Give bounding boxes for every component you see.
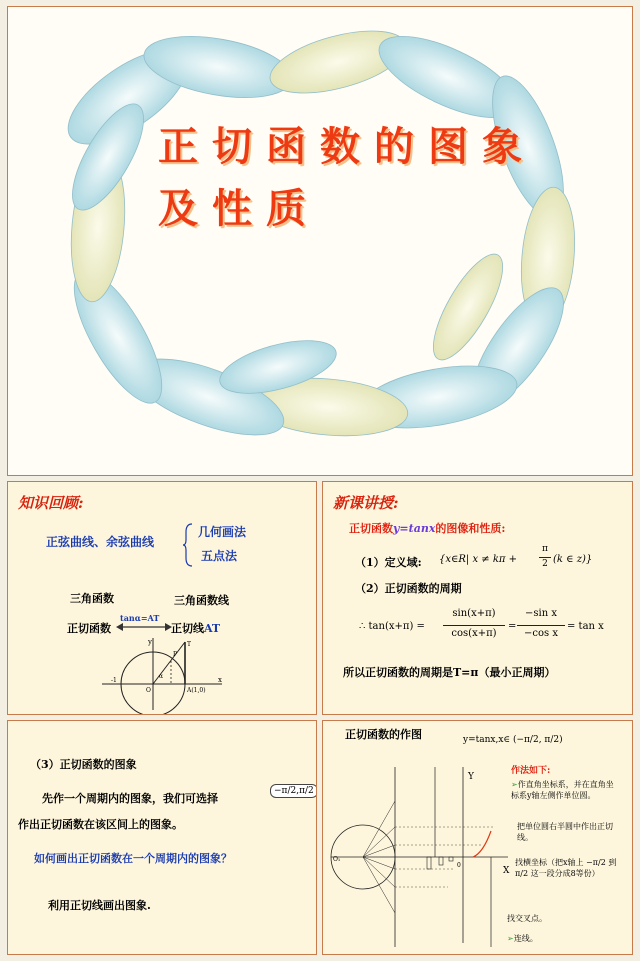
leaf-frame-illustration [8, 7, 633, 476]
fig-neg1-label: -1 [111, 677, 117, 684]
tan-graph-figure [323, 761, 513, 951]
title-line-1: 正切函数的图象 [158, 123, 536, 170]
method-geometric: 几何画法 [198, 525, 247, 539]
fig-alpha-label: α [159, 673, 164, 680]
brace-icon [182, 522, 194, 568]
intro-answer: 利用正切线画出图象. [48, 899, 151, 912]
tan-line-label: 正切线AT [171, 622, 221, 635]
tan-function-label: 正切函数 [67, 622, 111, 635]
intro-line-1: 先作一个周期内的图象，我们可选择 [42, 792, 218, 805]
lesson-subtitle: 正切函数y=tanx的图像和性质: [349, 522, 506, 535]
domain-frac-bar [539, 557, 551, 558]
period-label: （2）正切函数的周期 [355, 582, 462, 595]
eq-right: = tan x [567, 621, 604, 632]
check-icon: ➢ [511, 780, 518, 789]
origin-label: 0 [457, 862, 461, 869]
item3-title: （3）正切函数的图象 [30, 758, 137, 771]
graph-steps-slide [322, 720, 633, 955]
curves-label: 正弦曲线、余弦曲线 [46, 535, 155, 549]
eq-left: ∴ tan(x+π) = [359, 621, 425, 632]
review-header: 知识回顾: [18, 494, 84, 512]
graph-intro-slide [7, 720, 317, 955]
step-2: 把单位圆右半圆中作出正切线。 [517, 822, 613, 842]
period-conclusion: 所以正切函数的周期是T=π（最小正周期） [343, 666, 556, 679]
arrow-label: tanα=AT [120, 613, 160, 623]
fig-p-label: P [173, 651, 178, 658]
domain-formula-b: (k ∈ z)} [553, 554, 593, 565]
fig-x-label: x [218, 676, 222, 684]
steps-title: 作法如下: [511, 766, 551, 776]
method-five-point: 五点法 [201, 549, 238, 563]
eq-num2: −sin x [525, 608, 557, 619]
steps-formula: y=tanx,x∈ (−π/2, π/2) [463, 735, 563, 745]
eq-bar1 [443, 625, 505, 626]
axis-x-label: X [503, 866, 510, 876]
intro-line-2: 作出正切函数在该区间上的图象。 [18, 818, 183, 831]
step-4: 找交叉点。 [507, 914, 547, 923]
trig-function-label: 三角函数 [70, 592, 114, 605]
interval-box: −π/2,π/2 [270, 784, 317, 798]
lesson-header: 新课讲授: [333, 494, 399, 512]
eq-den1: cos(x+π) [451, 628, 497, 639]
fig-o-label: O [146, 687, 151, 694]
fig-y-label: y [148, 638, 152, 646]
domain-pi: π [542, 544, 548, 554]
title-line-2: 及性质 [158, 185, 320, 232]
o1-label: O₁ [333, 856, 341, 863]
domain-two: 2 [542, 559, 548, 569]
intro-question: 如何画出正切函数在一个周期内的图象？ [34, 852, 232, 865]
eq-num1: sin(x+π) [452, 608, 496, 619]
step-1: ➢作直角坐标系，并在直角坐标系y轴左侧作单位圆。 [511, 780, 614, 800]
double-arrow-icon [116, 622, 172, 632]
unit-circle-figure [98, 634, 228, 714]
domain-formula-a: {x∈R| x ≠ kπ + [439, 554, 518, 565]
eq-den2: −cos x [524, 628, 558, 639]
fig-t-label: T [187, 641, 192, 648]
steps-header: 正切函数的作图 [345, 728, 422, 741]
review-slide [7, 481, 317, 715]
trig-line-label: 三角函数线 [174, 594, 229, 607]
lesson-slide [322, 481, 633, 715]
check-icon: ➢ [507, 934, 514, 943]
step-3: 找横坐标（把x轴上 −π/2 到 π/2 这一段分成8等份） [515, 858, 617, 878]
axis-y-label: Y [468, 772, 474, 782]
fig-a-label: A(1,0) [187, 687, 206, 694]
title-slide [7, 6, 633, 476]
domain-label: （1）定义域: [355, 556, 422, 569]
eq-equals: = [508, 621, 517, 632]
step-5: ➢连线。 [507, 934, 538, 943]
eq-bar2 [517, 625, 565, 626]
